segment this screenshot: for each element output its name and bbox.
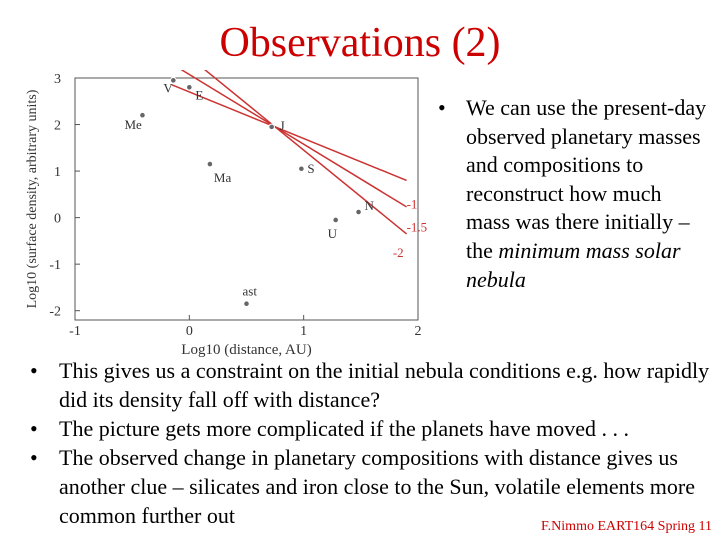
right-bullet-text — [438, 94, 708, 294]
bullet-text: This gives us a constraint on the initial nebula conditions e.g. how rapidly did its density fall off with distance? — [59, 358, 710, 412]
data-point-label: ast — [242, 283, 257, 299]
y-tick-label: 0 — [54, 211, 61, 227]
data-point-label: V — [163, 80, 173, 96]
fit-line-label: -2 — [392, 245, 404, 261]
bullet-dot: • — [30, 445, 38, 470]
data-point-label: J — [279, 117, 285, 133]
data-point-label: Ma — [213, 170, 232, 186]
bullet-text: The observed change in planetary compositions with distance gives us another clue – silicates and iron close to the Sun, volatile elements more common further out — [59, 445, 695, 528]
y-tick-label: -1 — [49, 258, 61, 274]
y-tick-label: 3 — [54, 72, 61, 87]
data-point — [269, 124, 275, 130]
data-point — [333, 217, 339, 223]
data-point — [299, 166, 305, 172]
x-tick-label: -1 — [69, 324, 81, 339]
x-tick-label: 1 — [300, 324, 308, 339]
data-point — [207, 161, 213, 167]
x-tick-label: 2 — [414, 324, 422, 339]
y-tick-label: 2 — [54, 118, 61, 134]
y-axis-label: Log10 (surface density, arbitrary units) — [25, 89, 40, 309]
surface-density-chart — [20, 70, 440, 360]
slide-title: Observations (2) — [219, 20, 501, 66]
fit-line-label: -1.5 — [406, 219, 428, 235]
bottom-bullet-list — [30, 356, 710, 530]
data-point — [244, 301, 250, 307]
bullet-item — [30, 356, 710, 414]
right-bullet-italic: minimum mass solar nebula — [466, 237, 681, 292]
footer-credit: F.Nimmo EART164 Spring 11 — [541, 519, 712, 534]
bullet-dot: • — [30, 416, 38, 441]
data-point — [187, 85, 193, 91]
data-point-label: N — [364, 198, 374, 214]
bullet-item — [30, 414, 710, 443]
data-point-label: Me — [124, 117, 142, 133]
right-bullet-plain: We can use the present-day observed planetary masses and compositions to reconstruct how much mass was there initially – the — [466, 95, 707, 263]
bullet-dot: • — [438, 95, 446, 120]
y-tick-label: 1 — [54, 165, 61, 181]
right-bullet — [438, 94, 708, 294]
bullet-item — [30, 443, 710, 530]
x-tick-label: 0 — [185, 324, 193, 339]
data-point-label: E — [195, 87, 204, 103]
data-point — [356, 209, 362, 215]
bullet-text: The picture gets more complicated if the planets have moved . . . — [59, 416, 629, 441]
bullet-dot: • — [30, 358, 38, 383]
x-axis-label: Log10 (distance, AU) — [181, 342, 312, 358]
chart-svg — [20, 70, 440, 360]
fit-line-label: -1 — [406, 196, 418, 212]
y-tick-label: -2 — [49, 304, 61, 320]
data-point-label: S — [307, 160, 315, 176]
data-point-label: U — [327, 225, 338, 241]
